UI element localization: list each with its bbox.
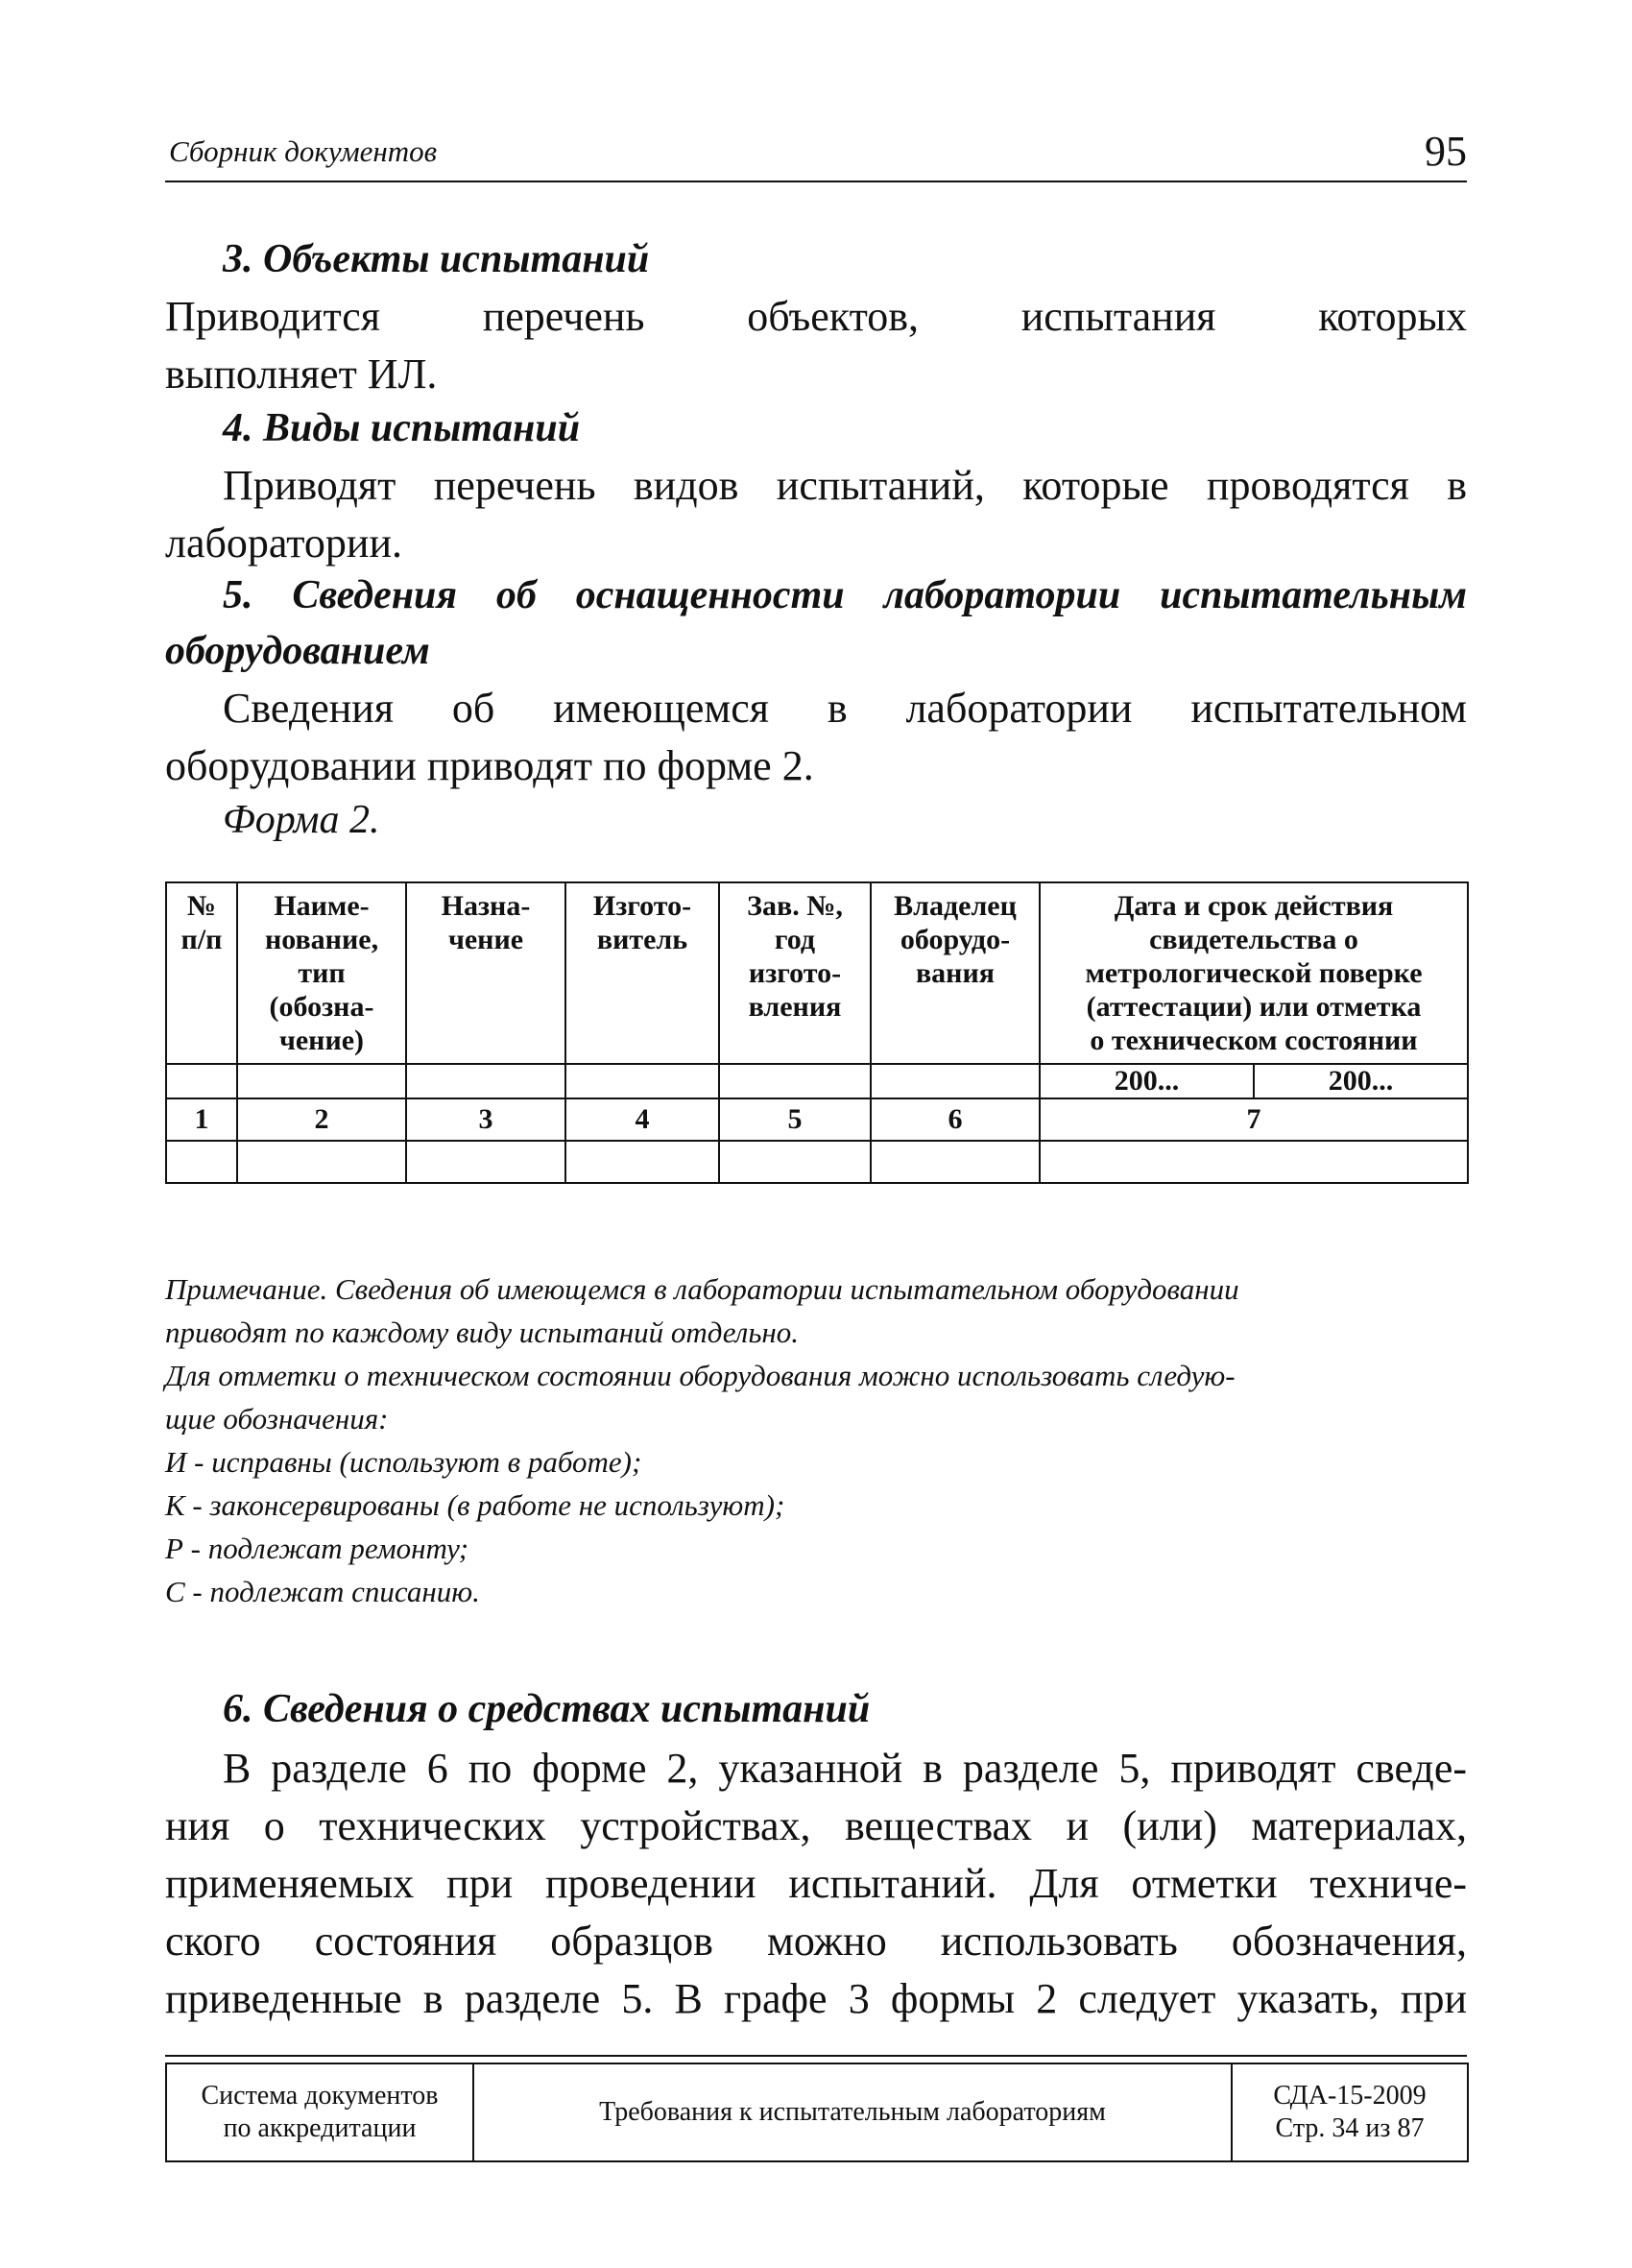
section-4-text-line2: лаборатории. <box>165 519 403 567</box>
section-3-text-line1: Приводится перечень объектов, испытания которых <box>165 293 1467 340</box>
column-number: 7 <box>1040 1098 1468 1141</box>
section-6-text-line5: приведенные в разделе 5. В графе 3 формы 2 следует указать, при <box>165 1975 1467 2022</box>
column-number: 1 <box>166 1098 237 1141</box>
section-6-text-line1: В разделе 6 по форме 2, указанной в разделе 5, приводят сведе- <box>223 1745 1467 1792</box>
note-line: И - исправны (используют в работе); <box>165 1445 642 1479</box>
section-4-text-line1: Приводят перечень видов испытаний, которые проводятся в <box>223 462 1467 509</box>
table-cell <box>166 1064 237 1098</box>
footer-document-title: Требования к испытательным лабораториям <box>473 2063 1232 2161</box>
footer-table <box>165 2063 1469 2162</box>
footer-doc-code-page: СДА-15-2009 Стр. 34 из 87 <box>1232 2063 1468 2161</box>
col-header-manufacturer: Изгото- витель <box>565 882 719 1064</box>
table-cell <box>719 1064 871 1098</box>
col-header-verification-date: Дата и срок действия свидетельства о метрологической поверке (аттестации) или отметка о техническом состоянии <box>1040 882 1468 1064</box>
table-cell <box>871 1064 1040 1098</box>
table-cell <box>1040 1141 1468 1183</box>
form-2-table <box>165 881 1469 1184</box>
col-header-serial-year: Зав. №, год изгото- вления <box>719 882 871 1064</box>
col-header-name-type: Наиме- нование, тип (обозна- чение) <box>237 882 406 1064</box>
section-5-heading-line1: 5. Сведения об оснащенности лаборатории испытательным <box>223 573 1467 617</box>
section-5-heading-line2: оборудованием <box>165 629 430 673</box>
note-line: С - подлежат списанию. <box>165 1575 480 1608</box>
table-header-row <box>166 882 1468 1064</box>
table-cell <box>406 1141 565 1183</box>
column-number: 6 <box>871 1098 1040 1141</box>
note-line: Для отметки о техническом состоянии оборудования можно использовать следую- <box>165 1359 1236 1392</box>
note-line: приводят по каждому виду испытаний отдельно. <box>165 1315 800 1349</box>
section-6-text-line2: ния о технических устройствах, веществах и (или) материалах, <box>165 1802 1467 1849</box>
table-cell <box>565 1141 719 1183</box>
col-header-number: № п/п <box>166 882 237 1064</box>
note-line: щие обозначения: <box>165 1402 389 1436</box>
table-cell <box>406 1064 565 1098</box>
footer-system-name: Система документов по аккредитации <box>166 2063 473 2161</box>
column-number: 3 <box>406 1098 565 1141</box>
table-cell <box>719 1141 871 1183</box>
running-header-title: Сборник документов <box>169 134 438 168</box>
table-cell <box>565 1064 719 1098</box>
section-6-text-line4: ского состояния образцов можно использовать обозначения, <box>165 1918 1467 1965</box>
year-split-cell <box>1040 1064 1468 1098</box>
table-year-row <box>166 1064 1468 1098</box>
header-rule <box>165 181 1467 182</box>
footer-rule <box>165 2055 1467 2057</box>
section-4-heading: 4. Виды испытаний <box>223 406 581 450</box>
col-header-owner: Владелец оборудо- вания <box>871 882 1040 1064</box>
note-line: Примечание. Сведения об имеющемся в лаборатории испытательном оборудовании <box>165 1272 1239 1306</box>
col-header-purpose: Назна- чение <box>406 882 565 1064</box>
year-a: 200... <box>1041 1065 1255 1098</box>
section-6-text-line3: применяемых при проведении испытаний. Для отметки техниче- <box>165 1860 1467 1907</box>
column-number: 2 <box>237 1098 406 1141</box>
column-number: 5 <box>719 1098 871 1141</box>
section-5-text-line2: оборудовании приводят по форме 2. <box>165 742 814 789</box>
section-3-heading: 3. Объекты испытаний <box>223 237 650 281</box>
year-b: 200... <box>1328 1065 1394 1097</box>
table-cell <box>166 1141 237 1183</box>
column-number: 4 <box>565 1098 719 1141</box>
section-3-text-line2: выполняет ИЛ. <box>165 350 438 398</box>
table-cell <box>237 1141 406 1183</box>
note-line: К - законсервированы (в работе не используют); <box>165 1488 785 1522</box>
section-5-text-line1: Сведения об имеющемся в лаборатории испытательном <box>223 685 1467 732</box>
section-6-heading: 6. Сведения о средствах испытаний <box>223 1687 871 1731</box>
form-label: Форма 2. <box>223 798 380 842</box>
page-number: 95 <box>1425 128 1467 175</box>
table-empty-row <box>166 1141 1468 1183</box>
table-cell <box>871 1141 1040 1183</box>
table-cell <box>237 1064 406 1098</box>
table-column-number-row <box>166 1098 1468 1141</box>
note-line: Р - подлежат ремонту; <box>165 1532 469 1565</box>
